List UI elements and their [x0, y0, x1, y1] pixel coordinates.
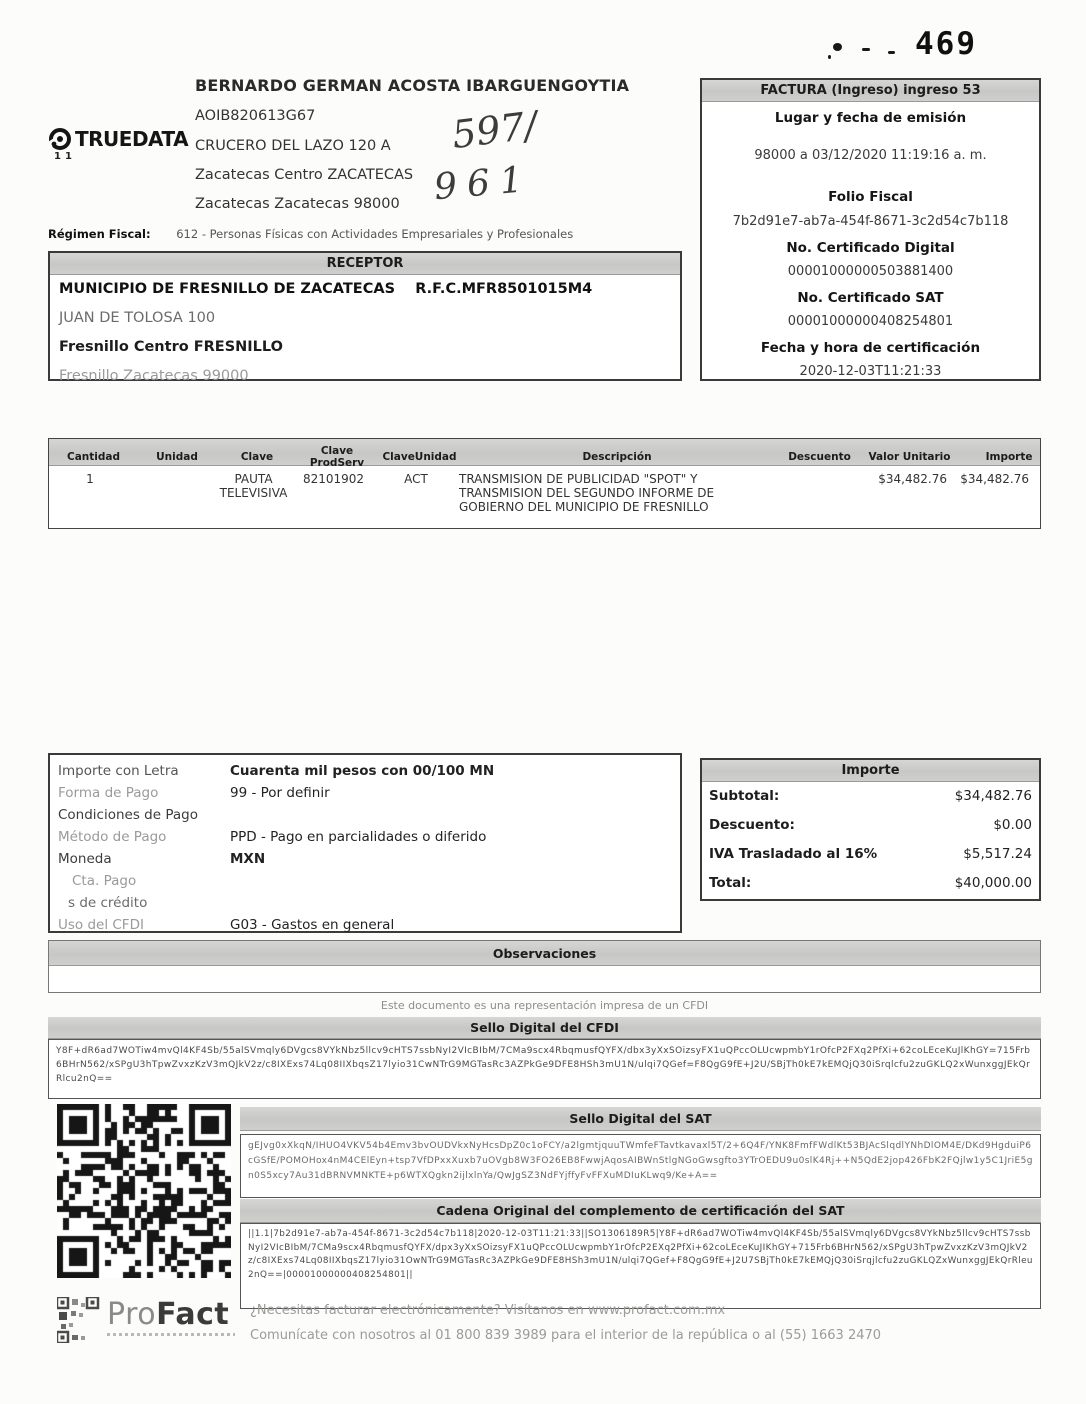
- cadena-sat-text: ||1.1|7b2d91e7-ab7a-454f-8671-3c2d54c7b118|2020-12-03T11:21:33||SO1306189R5|Y8F+dR6ad7WOTiw4mvQl4KF4Sb/55alSVmqly6DVgcs8VYkNbz5llcv9cHTS7ssbNyI2VIcBIbM/7CMa9scx4RbqmusfQYFX/dpx3yXxSOizsyFX1uQPccOLUcwpmbY1rOfcP2EXq2PfXi+62coLEceKuJIKhGY+715Frb6BHrN562/xSPgU3hTpwZvxzKzV3mQJkV2z/c8IXExs74Lq08IIXbqsZ17lyio31OwNTrG9MGTasRc3AZPkGe9DFE8HSh3mU1N/ulqi7QGef+F8QgG9fE+J2U7SBjTh0kE7kEMQjQ30iSrqjlcfu2zuGKLQZxWunxggJEkQrRleu2nQ==|00001000000408254801||: [240, 1223, 1041, 1309]
- sello-sat-section: [240, 1107, 1041, 1198]
- pen-mark: [833, 43, 842, 51]
- col-unidad: Unidad: [156, 451, 198, 463]
- receptor-district: Fresnillo Centro FRESNILLO: [59, 339, 283, 355]
- uso-cfdi-value: G03 - Gastos en general: [230, 917, 395, 933]
- payment-row: [58, 826, 680, 848]
- totals-row: [702, 869, 1039, 898]
- payment-row: [58, 914, 680, 936]
- totals-row: [702, 840, 1039, 869]
- payment-row: [58, 760, 680, 782]
- col-importe: Importe: [985, 451, 1033, 463]
- iva-label: IVA Trasladado al 16%: [709, 846, 878, 862]
- cadena-sat-header: Cadena Original del complemento de certificación del SAT: [240, 1199, 1041, 1223]
- receptor-name-row: [50, 275, 680, 304]
- subtotal-value: $34,482.76: [954, 788, 1032, 804]
- sello-cfdi-text: Y8F+dR6ad7WOTiw4mvQl4KF4Sb/55alSVmqly6DVgcs8VYkNbz5llcv9cHTS7ssbNyI2VIcBIbM/7CMa9scx4RbqmusfQYFX/dbx3yXxSOizsyFX1uQPccOLUcwpmbY1rOfcP2FXq2PfXi+62coLEceKuJlKhGY=715Frb6BHrN562/xSPgU3hTpwZvxzKzV3mQJkV2z/c8IXExs74Lq08IIXbqsZ17lyio31CwNTrG9MGTasRc3AZPkGe9DFE8HSh3mU1N/ulqi7QGef=F8QgG9fE+J2U/SBjTh0kE7kEMQjQ30iSrqlcfu2zuGKLQ2xWunxggJEkQrRlcu2nQ==: [48, 1039, 1041, 1099]
- totals-box: [700, 758, 1041, 901]
- emitter-name: BERNARDO GERMAN ACOSTA IBARGUENGOYTIA: [195, 76, 630, 95]
- col-clave-prodserv: Clave ProdServ: [309, 445, 365, 469]
- totals-row: [702, 811, 1039, 840]
- descuento-label: Descuento:: [709, 817, 795, 833]
- cadena-sat-section: [240, 1199, 1041, 1309]
- totals-row: [702, 782, 1039, 811]
- profact-logo-text: [107, 1297, 235, 1332]
- observaciones-header: Observaciones: [49, 941, 1040, 966]
- cell-unidad: [131, 466, 216, 528]
- invoice-box: [700, 78, 1041, 381]
- sello-cfdi-header: Sello Digital del CFDI: [48, 1017, 1041, 1039]
- cfdi-printed-note: Este documento es una representación impresa de un CFDI: [380, 999, 709, 1012]
- payment-row: [58, 892, 680, 914]
- observaciones-body: [49, 966, 1040, 992]
- cert-digital-value: 00001000000503881400: [787, 264, 954, 279]
- receptor-city: Fresnillo Zacatecas 99000: [59, 368, 249, 384]
- condiciones-pago-label: Condiciones de Pago: [58, 807, 198, 823]
- sello-sat-header: Sello Digital del SAT: [240, 1107, 1041, 1131]
- pen-mark: [888, 51, 895, 54]
- receptor-name: MUNICIPIO DE FRESNILLO DE ZACATECAS: [59, 281, 396, 297]
- table-row: [49, 466, 1040, 528]
- truedata-logo: [48, 127, 188, 151]
- iva-value: $5,517.24: [963, 846, 1032, 862]
- col-valor-unitario: Valor Unitario: [868, 451, 951, 463]
- metodo-pago-value: PPD - Pago en parcialidades o diferido: [230, 829, 487, 845]
- folio-label: Folio Fiscal: [828, 189, 913, 205]
- profact-logo: [57, 1297, 235, 1343]
- profact-logo-icon: [57, 1297, 101, 1343]
- total-value: $40,000.00: [954, 875, 1032, 891]
- regimen-fiscal: [48, 227, 573, 241]
- cell-clave-prodserv: 82101902: [302, 472, 365, 486]
- cell-descuento: [771, 466, 861, 528]
- emitter-rfc: AOIB820613G67: [195, 108, 316, 124]
- receptor-header: RECEPTOR: [50, 253, 680, 275]
- payment-row: [58, 804, 680, 826]
- issue-value: 98000 a 03/12/2020 11:19:16 a. m.: [754, 148, 987, 163]
- observaciones-box: [48, 940, 1041, 993]
- cell-cantidad: 1: [86, 472, 94, 486]
- regimen-fiscal-label: Régimen Fiscal:: [48, 227, 151, 241]
- importe-letra-label: Importe con Letra: [58, 763, 179, 779]
- total-label: Total:: [709, 875, 752, 891]
- descuento-value: $0.00: [993, 817, 1032, 833]
- importe-letra-value: Cuarenta mil pesos con 00/100 MN: [230, 763, 495, 779]
- metodo-pago-label: Método de Pago: [58, 829, 167, 845]
- payment-row: [58, 870, 680, 892]
- col-descripcion: Descripción: [582, 451, 652, 463]
- emitter-district: Zacatecas Centro ZACATECAS: [195, 167, 414, 183]
- cell-importe: $34,482.76: [960, 472, 1029, 486]
- handwritten-number-2: 961: [432, 158, 535, 209]
- cell-descripcion: TRANSMISION DE PUBLICIDAD "SPOT" Y TRANSMISION DEL SEGUNDO INFORME DE GOBIERNO DEL MUNICIPIO DE FRESNILLO: [459, 472, 715, 514]
- issue-label: Lugar y fecha de emisión: [774, 110, 967, 126]
- cert-sat-label: No. Certificado SAT: [797, 290, 944, 306]
- invoice-title: FACTURA (Ingreso) ingreso 53: [702, 80, 1039, 102]
- payment-row: [58, 782, 680, 804]
- emitter-city: Zacatecas Zacatecas 98000: [195, 196, 400, 212]
- items-table-header: [49, 439, 1040, 469]
- sat-qr-code: [57, 1104, 231, 1278]
- profact-pro: Pro: [107, 1297, 157, 1332]
- receptor-street: JUAN DE TOLOSA 100: [59, 310, 216, 326]
- cert-digital-label: No. Certificado Digital: [786, 240, 955, 256]
- cell-clave-unidad: ACT: [404, 472, 428, 486]
- subtotal-label: Subtotal:: [709, 788, 780, 804]
- col-cantidad: Cantidad: [66, 451, 120, 463]
- cta-pago-label: Cta. Pago: [72, 873, 137, 889]
- truedata-logo-text: TRUEDATA: [75, 127, 189, 151]
- cert-sat-value: 00001000000408254801: [787, 314, 954, 329]
- payment-row: [58, 848, 680, 870]
- footer-website-line: ¿Necesitas facturar electrónicamente? Visítanos en www.profact.com.mx: [250, 1303, 726, 1318]
- cert-date-value: 2020-12-03T11:21:33: [799, 364, 942, 379]
- payment-box: [48, 753, 682, 933]
- sello-cfdi-section: [48, 1017, 1041, 1099]
- col-clave-unidad: ClaveUnidad: [382, 451, 457, 463]
- receptor-box: [48, 251, 682, 384]
- profact-tagline: [107, 1333, 235, 1336]
- profact-fact: Fact: [156, 1297, 230, 1332]
- moneda-value: MXN: [230, 851, 266, 867]
- truedata-logo-footnote: 11: [54, 151, 76, 162]
- forma-pago-label: Forma de Pago: [58, 785, 159, 801]
- col-descuento: Descuento: [788, 451, 851, 463]
- emitter-street: CRUCERO DEL LAZO 120 A: [195, 138, 391, 154]
- col-clave: Clave: [240, 451, 274, 463]
- handwritten-number-1: 597/: [449, 102, 540, 158]
- notas-credito-label: s de crédito: [68, 895, 148, 911]
- cell-valor-unitario: $34,482.76: [878, 472, 947, 486]
- totals-header: Importe: [702, 760, 1039, 782]
- page-number-stamp: 469: [915, 26, 977, 62]
- forma-pago-value: 99 - Por definir: [230, 785, 330, 801]
- cell-clave: PAUTA TELEVISIVA: [219, 472, 288, 500]
- sello-sat-text: gEJvg0xXkqN/IHUO4VKV54b4Emv3bvOUDVkxNyHcsDpZ0c1oFCY/a2lgmtjquuTWmfeFTavtkavaxl5T/2+6Q4F/YNK8FmfFWdlKt53BJAcSlqdlYNhDlOM4E/DKd9HgduiP6cGSfE/POMOHox4nM4CElEyn+tsp7VfDPxxXuxb7uOVgb8W3FO26EB8FwwjAqosAIBWnStlgNGoGwsgfto3YTrOEDU9u0slK4Rj++N5QdE2jop426FbK2FQjlw1y5C1JriE5gn0S5xcy7Au31dBRNVMNKTE+p6WTXQgkn2ijlxlnYa/QwJgSZ3NdFYjffyFvFFXuMDIuKLwq9/Ke+A==: [240, 1134, 1041, 1198]
- items-table: [48, 438, 1041, 529]
- moneda-label: Moneda: [58, 851, 112, 867]
- folio-value: 7b2d91e7-ab7a-454f-8671-3c2d54c7b118: [732, 214, 1009, 229]
- pen-mark: [862, 48, 870, 51]
- receptor-rfc: R.F.C.MFR8501015M4: [415, 281, 593, 297]
- pen-mark: [828, 55, 831, 59]
- cert-date-label: Fecha y hora de certificación: [760, 340, 981, 356]
- truedata-logo-icon: [48, 127, 72, 151]
- footer-phone-line: Comunícate con nosotros al 01 800 839 3989 para el interior de la república o al (55) 1663 2470: [250, 1328, 882, 1343]
- uso-cfdi-label: Uso del CFDI: [58, 917, 144, 933]
- regimen-fiscal-value: 612 - Personas Físicas con Actividades Empresariales y Profesionales: [176, 227, 574, 241]
